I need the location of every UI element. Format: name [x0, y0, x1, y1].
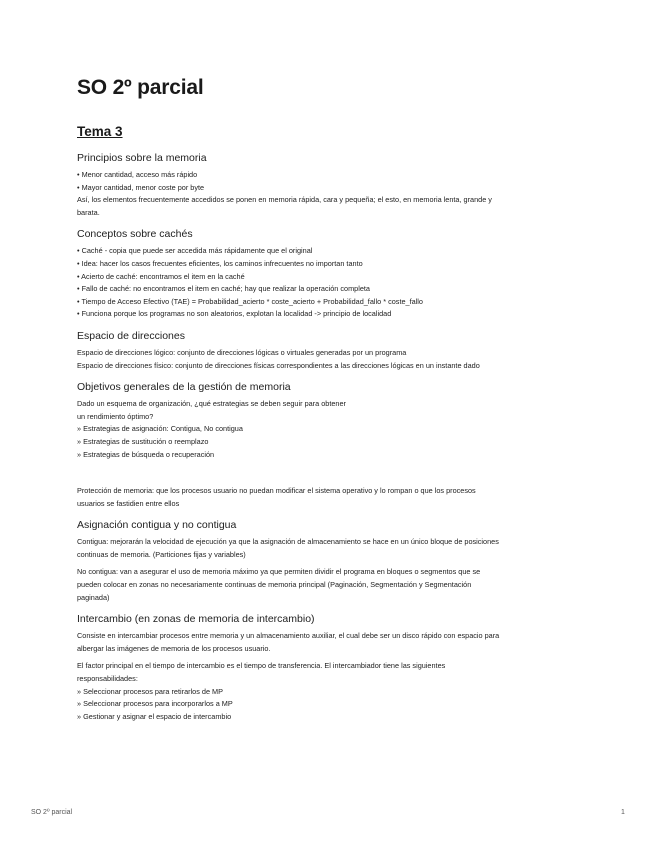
section-principios: [77, 152, 577, 219]
paragraph-line: El factor principal en el tiempo de intercambio es el tiempo de transferencia. El intercambiador tiene las siguientes: [77, 661, 446, 671]
list-item: • Caché - copia que puede ser accedida más rápidamente que el original: [77, 246, 313, 256]
paragraph-line: Espacio de direcciones físico: conjunto de direcciones físicas correspondientes a las direcciones lógicas en un instante dado: [77, 360, 480, 370]
paragraph-line: un rendimiento óptimo?: [77, 411, 154, 421]
list-item: • Funciona porque los programas no son aleatorios, explotan la localidad -> principio de localidad: [77, 309, 392, 319]
paragraph-line: Así, los elementos frecuentemente accedidos se ponen en memoria rápida, cara y pequeña; el esto, en memoria lenta, grande y: [77, 195, 492, 205]
page-title: SO 2º parcial: [77, 76, 204, 99]
section-heading: Espacio de direcciones: [77, 329, 185, 342]
paragraph-line: albergar las imágenes de memoria de los procesos usuario.: [77, 643, 271, 653]
footer-title: SO 2º parcial: [31, 809, 73, 816]
section-heading: Intercambio (en zonas de memoria de intercambio): [77, 613, 315, 626]
section-intercambio: [77, 613, 577, 723]
list-item: » Seleccionar procesos para retirarlos de MP: [77, 686, 224, 696]
list-item: • Menor cantidad, acceso más rápido: [77, 170, 198, 179]
list-item: » Estrategias de asignación: Contigua, No contigua: [77, 424, 243, 434]
section-objetivos: [77, 381, 577, 510]
list-item: • Idea: hacer los casos frecuentes eficientes, los caminos infrecuentes no importan tanto: [77, 258, 363, 268]
paragraph-line: Protección de memoria: que los procesos usuario no puedan modificar el sistema operativo y lo rompan o que los procesos: [77, 486, 476, 496]
paragraph-line: usuarios se fastidien entre ellos: [77, 498, 180, 508]
footer-page-number: 1: [621, 809, 625, 816]
list-item: • Acierto de caché: encontramos el item en la caché: [77, 271, 245, 281]
list-item: » Estrategias de búsqueda o recuperación: [77, 449, 215, 459]
document-page: [77, 76, 577, 732]
section-heading: Principios sobre la memoria: [77, 152, 207, 164]
paragraph-line: responsabilidades:: [77, 674, 138, 684]
topic-heading: Tema 3: [77, 124, 123, 139]
paragraph-line: No contigua: van a asegurar el uso de memoria máximo ya que permiten dividir el programa en bloques o segmentos que se: [77, 567, 481, 577]
paragraph-line: barata.: [77, 207, 100, 217]
list-item: • Tiempo de Acceso Efectivo (TAE) = Probabilidad_acierto * coste_acierto + Probabilidad_fallo * coste_fallo: [77, 296, 423, 306]
section-heading: Conceptos sobre cachés: [77, 228, 193, 241]
list-item: • Mayor cantidad, menor coste por byte: [77, 182, 205, 192]
paragraph-line: continuas de memoria. (Particiones fijas y variables): [77, 549, 246, 559]
paragraph-line: Contigua: mejorarán la velocidad de ejecución ya que la asignación de almacenamiento se hace en un único bloque de posiciones: [77, 537, 499, 547]
list-item: » Seleccionar procesos para incorporarlos a MP: [77, 699, 233, 709]
section-caches: [77, 228, 577, 321]
paragraph-line: pueden colocar en zonas no necesariamente continuas de memoria principal (Paginación, Segmentación y Segmentación: [77, 580, 472, 590]
section-heading: Asignación contigua y no contigua: [77, 519, 237, 532]
list-item: » Estrategias de sustitución o reemplazo: [77, 436, 209, 446]
paragraph-line: Espacio de direcciones lógico: conjunto de direcciones lógicas o virtuales generadas por un programa: [77, 347, 407, 357]
section-heading: Objetivos generales de la gestión de memoria: [77, 381, 291, 394]
paragraph-line: Dado un esquema de organización, ¿qué estrategias se deben seguir para obtener: [77, 399, 346, 409]
list-item: » Gestionar y asignar el espacio de intercambio: [77, 711, 232, 721]
paragraph-line: Consiste en intercambiar procesos entre memoria y un almacenamiento auxiliar, el cual debe ser un disco rápido con espacio para: [77, 631, 500, 641]
section-direcciones: [77, 330, 577, 372]
paragraph-line: paginada): [77, 592, 110, 602]
section-asignacion: [77, 519, 577, 604]
list-item: • Fallo de caché: no encontramos el item en caché; hay que realizar la operación completa: [77, 284, 370, 294]
